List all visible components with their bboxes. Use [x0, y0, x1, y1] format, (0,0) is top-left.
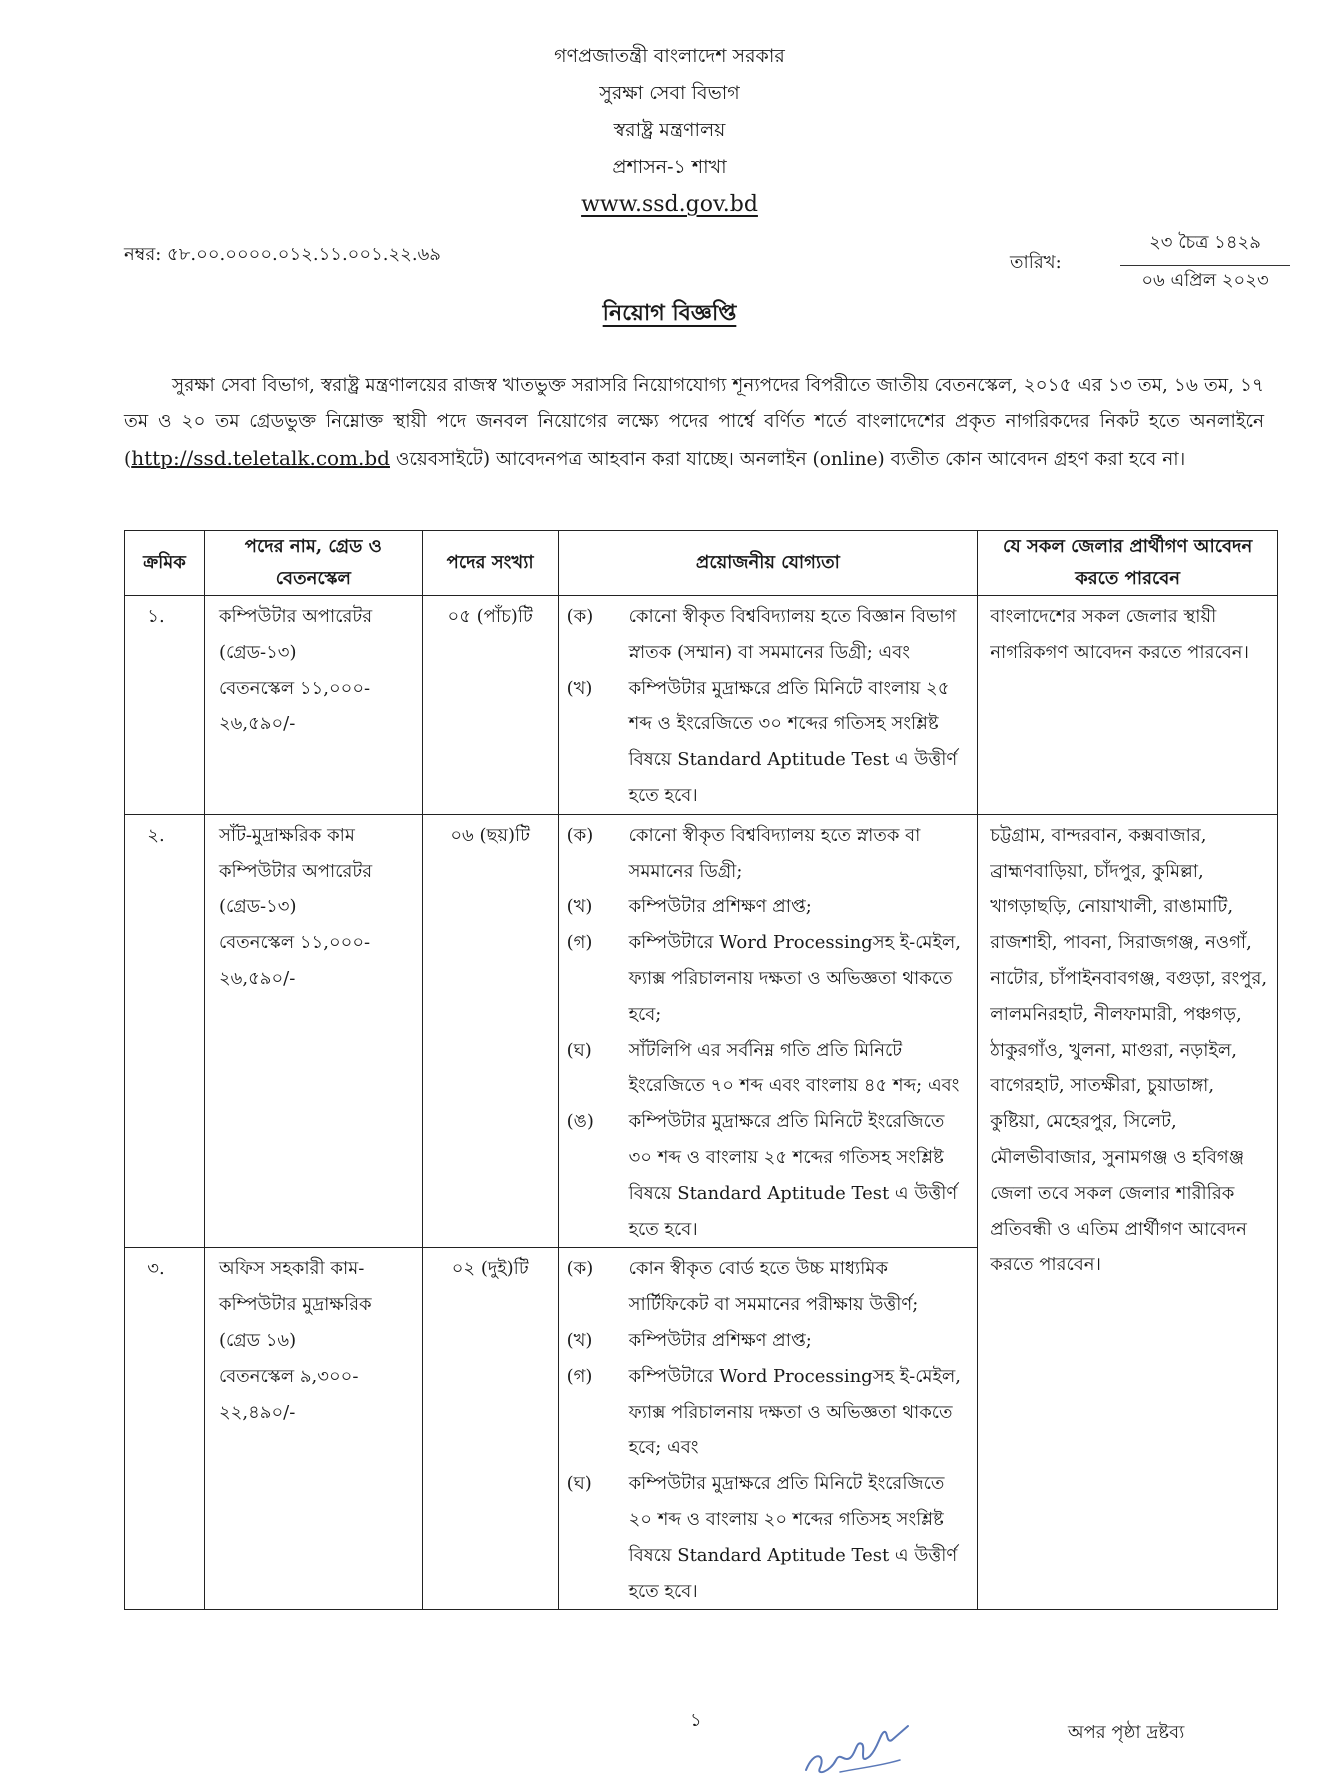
- qualification-cell: [558, 596, 978, 815]
- page-number: ১: [690, 1710, 702, 1731]
- count-cell: ০৬ (ছয়)টি: [422, 814, 558, 1248]
- post-line: ২৬,৫৯০/-: [218, 713, 296, 735]
- post-line: অফিস সহকারী কাম-: [218, 1258, 365, 1280]
- letterhead: [0, 38, 1339, 223]
- districts-cell: চট্টগ্রাম, বান্দরবান, কক্সবাজার, ব্রাহ্মণবাড়িয়া, চাঁদপুর, কুমিল্লা, খাগড়াছড়ি, নোয়াখালী, রাঙামাটি, রাজশাহী, পাবনা, সিরাজগঞ্জ, নওগাঁ, নাটোর, চাঁপাইনবাবগঞ্জ, বগুড়া, রংপুর, লালমনিরহাট, নীলফামারী, পঞ্চগড়, ঠাকুরগাঁও, খুলনা, মাগুরা, নড়াইল, বাগেরহাট, সাতক্ষীরা, চুয়াডাঙ্গা, কুষ্টিয়া, মেহেরপুর, সিলেট, মৌলভীবাজার, সুনামগঞ্জ ও হবিগঞ্জ জেলা তবে সকল জেলার শারীরিক প্রতিবন্ধী ও এতিম প্রার্থীগণ আবেদন করতে পারবেন।: [978, 814, 1278, 1610]
- header-serial: ক্রমিক: [125, 531, 205, 596]
- post-line: বেতনস্কেল ১১,০০০-: [218, 677, 371, 699]
- serial-cell: ২.: [125, 814, 205, 1248]
- date-bangla: ২৩ চৈত্র ১৪২৯: [1120, 228, 1290, 266]
- division-name: সুরক্ষা সেবা বিভাগ: [599, 82, 740, 104]
- post-line: বেতনস্কেল ১১,০০০-: [218, 932, 371, 954]
- header-districts: যে সকল জেলার প্রার্থীগণ আবেদন করতে পারবেন: [978, 531, 1278, 596]
- count-cell: ০২ (দুই)টি: [422, 1248, 558, 1610]
- overleaf-note: অপর পৃষ্ঠা দ্রষ্টব্য: [1068, 1722, 1185, 1743]
- handwritten-signature: [800, 1710, 920, 1784]
- post-line: সাঁট-মুদ্রাক্ষরিক কাম: [218, 824, 355, 846]
- ministry-name: স্বরাষ্ট্র মন্ত্রণালয়: [613, 119, 726, 141]
- qualification-item: (খ) কম্পিউটার প্রশিক্ষণ প্রাপ্ত;: [566, 896, 812, 918]
- qualification-item: (গ) কম্পিউটারে Word Processingসহ ই-মেইল, ফ্যাক্স পরিচালনায় দক্ষতা ও অভিজ্ঞতা থাকতে হবে; এবং: [566, 1365, 962, 1459]
- signature-scribble: [800, 1710, 920, 1780]
- post-line: (গ্রেড-১৩): [218, 896, 297, 918]
- header-qualification: প্রয়োজনীয় যোগ্যতা: [558, 531, 978, 596]
- intro-paragraph: সুরক্ষা সেবা বিভাগ, স্বরাষ্ট্র মন্ত্রণালয়ের রাজস্ব খাতভুক্ত সরাসরি নিয়োগযোগ্য শূন্যপদের বিপরীতে জাতীয় বেতনস্কেল, ২০১৫ এর ১৩ তম, ১৬ তম, ১৭ তম ও ২০ তম গ্রেডভুক্ত নিম্নোক্ত স্থায়ী পদে জনবল নিয়োগের লক্ষ্যে পদের পার্শ্বে বর্ণিত শর্তে বাংলাদেশের প্রকৃত নাগরিকদের নিকট হতে অনলাইনে (http://ssd.teletalk.com.bd ওয়েবসাইটে) আবেদনপত্র আহবান করা যাচ্ছে। অনলাইন (online) ব্যতীত কোন আবেদন গ্রহণ করা হবে না।: [124, 375, 1264, 470]
- memo-number: নম্বর: ৫৮.০০.০০০০.০১২.১১.০০১.২২.৬৯: [124, 244, 441, 265]
- government-name: গণপ্রজাতন্ত্রী বাংলাদেশ সরকার: [554, 45, 785, 67]
- post-cell: [204, 1248, 422, 1610]
- table-row: [125, 814, 1278, 1248]
- serial-cell: ৩.: [125, 1248, 205, 1610]
- branch-name: প্রশাসন-১ শাখা: [612, 156, 727, 178]
- header-count: পদের সংখ্যা: [422, 531, 558, 596]
- qualification-item: (খ) কম্পিউটার প্রশিক্ষণ প্রাপ্ত;: [566, 1329, 812, 1351]
- table-row: [125, 596, 1278, 815]
- qualification-cell: [558, 1248, 978, 1610]
- qualification-cell: [558, 814, 978, 1248]
- notice-title: নিয়োগ বিজ্ঞপ্তি: [602, 300, 737, 326]
- post-line: (গ্রেড-১৩): [218, 641, 297, 663]
- post-line: বেতনস্কেল ৯,৩০০-: [218, 1365, 359, 1387]
- qualification-item: (খ) কম্পিউটার মুদ্রাক্ষরে প্রতি মিনিটে বাংলায় ২৫ শব্দ ও ইংরেজিতে ৩০ শব্দের গতিসহ সংশ্লিষ্ট বিষয়ে Standard Aptitude Test এ উত্তীর্ণ হতে হবে।: [566, 677, 958, 806]
- post-line: ২৬,৫৯০/-: [218, 967, 296, 989]
- date-english: ০৬ এপ্রিল ২০২৩: [1141, 270, 1269, 291]
- teletalk-link[interactable]: http://ssd.teletalk.com.bd: [131, 446, 390, 470]
- post-line: কম্পিউটার অপারেটর: [218, 860, 373, 882]
- post-line: ২২,৪৯০/-: [218, 1401, 296, 1423]
- post-line: কম্পিউটার অপারেটর: [218, 606, 373, 627]
- table-header-row: [125, 531, 1278, 596]
- post-cell: [204, 596, 422, 815]
- qualification-item: (ক) কোনো স্বীকৃত বিশ্ববিদ্যালয় হতে বিজ্ঞান বিভাগ স্নাতক (সম্মান) বা সমমানের ডিগ্রী; এবং: [566, 606, 957, 663]
- qualification-item: (ঘ) কম্পিউটার মুদ্রাক্ষরে প্রতি মিনিটে ইংরেজিতে ২০ শব্দ ও বাংলায় ২০ শব্দের গতিসহ সংশ্লিষ্ট বিষয়ে Standard Aptitude Test এ উত্তীর্ণ হতে হবে।: [566, 1473, 958, 1602]
- qualification-item: (গ) কম্পিউটারে Word Processingসহ ই-মেইল, ফ্যাক্স পরিচালনায় দক্ষতা ও অভিজ্ঞতা থাকতে হবে;: [566, 932, 962, 1025]
- qualification-item: (ঙ) কম্পিউটার মুদ্রাক্ষরে প্রতি মিনিটে ইংরেজিতে ৩০ শব্দ ও বাংলায় ২৫ শব্দের গতিসহ সংশ্লিষ্ট বিষয়ে Standard Aptitude Test এ উত্তীর্ণ হতে হবে।: [566, 1111, 958, 1240]
- header-post: পদের নাম, গ্রেড ও বেতনস্কেল: [204, 531, 422, 596]
- count-cell: ০৫ (পাঁচ)টি: [422, 596, 558, 815]
- post-line: কম্পিউটার মুদ্রাক্ষরিক: [218, 1294, 372, 1316]
- serial-cell: ১.: [125, 596, 205, 815]
- post-cell: [204, 814, 422, 1248]
- qualification-item: (ক) কোনো স্বীকৃত বিশ্ববিদ্যালয় হতে স্নাতক বা সমমানের ডিগ্রী;: [566, 824, 921, 882]
- website-link[interactable]: www.ssd.gov.bd: [581, 192, 758, 217]
- recruitment-table: [124, 530, 1278, 1610]
- districts-cell: বাংলাদেশের সকল জেলার স্থায়ী নাগরিকগণ আবেদন করতে পারবেন।: [978, 596, 1278, 815]
- post-line: (গ্রেড ১৬): [218, 1329, 297, 1351]
- qualification-item: (ঘ) সাঁটলিপি এর সর্বনিম্ন গতি প্রতি মিনিটে ইংরেজিতে ৭০ শব্দ এবং বাংলায় ৪৫ শব্দ; এবং: [566, 1039, 960, 1097]
- date-label: তারিখ:: [1010, 252, 1062, 273]
- qualification-item: (ক) কোন স্বীকৃত বোর্ড হতে উচ্চ মাধ্যমিক সার্টিফিকেট বা সমমানের পরীক্ষায় উত্তীর্ণ;: [566, 1258, 919, 1316]
